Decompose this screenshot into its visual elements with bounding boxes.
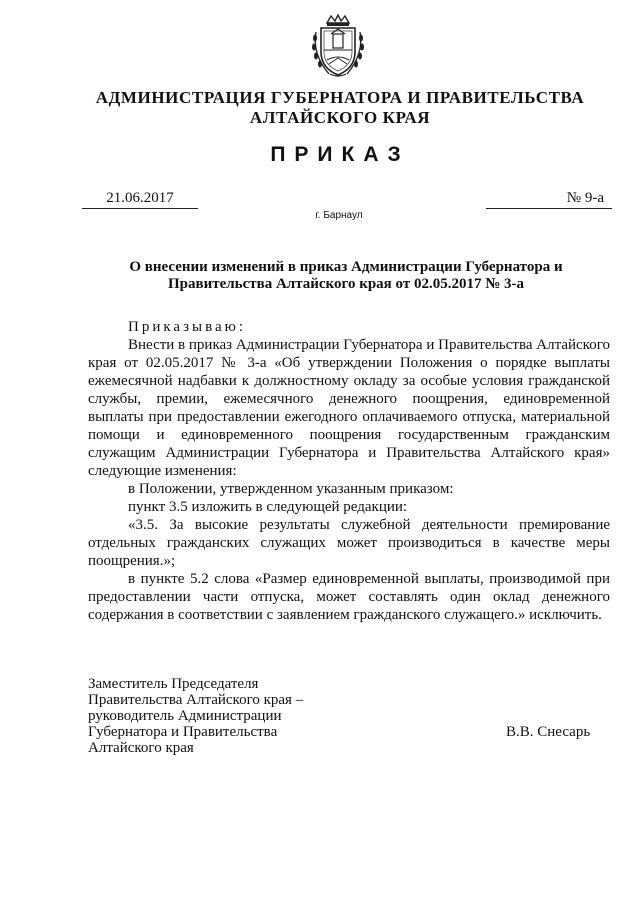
- document-body: [88, 318, 610, 624]
- document-date: 21.06.2017: [82, 190, 198, 209]
- signer-title-line: Заместитель Председателя: [88, 676, 259, 692]
- document-type: ПРИКАЗ: [270, 143, 410, 166]
- body-paragraph: «3.5. За высокие результаты служебной деятельности премирование отдельных гражданских служащих может производиться в качестве меры поощрения.»;: [88, 517, 610, 569]
- signer-title-line: руководитель Администрации: [88, 708, 282, 724]
- signer-title-line: Правительства Алтайского края –: [88, 692, 304, 708]
- subject-line-1: О внесении изменений в приказ Администрации Губернатора и: [129, 259, 563, 275]
- subject-line-2: Правительства Алтайского края от 02.05.2017 № 3-а: [167, 276, 525, 292]
- body-paragraph: Внести в приказ Администрации Губернатора и Правительства Алтайского края от 02.05.2017 № 3-а «Об утверждении Положения о порядке выплаты ежемесячной надбавки к должностному окладу за особые условия гражданской службы, премии, ежемесячного денежного поощрения, единовременной выплаты при предоставлении ежегодного оплачиваемого отпуска, материальной помощи и единовременного поощрения государственным гражданским служащим Администрации Губернатора и Правительства Алтайского края» следующие изменения:: [88, 337, 610, 479]
- body-paragraph: пункт 3.5 изложить в следующей редакции:: [128, 499, 408, 515]
- document-number: № 9-а: [486, 190, 612, 209]
- signer-title-line: Алтайского края: [88, 740, 194, 756]
- body-paragraph: в пункте 5.2 слова «Размер единовременной выплаты, производимой при предоставлении части отпуска, может составлять один оклад денежного содержания в соответствии с заявлением гражданского служащего.» исключить.: [88, 571, 610, 623]
- signer-name: В.В. Снесарь: [506, 724, 591, 740]
- body-paragraph: в Положении, утвержденном указанным приказом:: [128, 481, 454, 497]
- organization-name-line-1: АДМИНИСТРАЦИЯ ГУБЕРНАТОРА И ПРАВИТЕЛЬСТВА: [95, 88, 585, 107]
- organization-name-line-2: АЛТАЙСКОГО КРАЯ: [249, 108, 431, 127]
- signer-title: [88, 676, 348, 756]
- coat-of-arms-icon: [309, 14, 367, 78]
- signer-title-line: Губернатора и Правительства: [88, 724, 278, 740]
- body-paragraph: Приказываю:: [128, 319, 246, 335]
- document-city: г. Барнаул: [315, 210, 363, 221]
- document-subject: [96, 259, 596, 293]
